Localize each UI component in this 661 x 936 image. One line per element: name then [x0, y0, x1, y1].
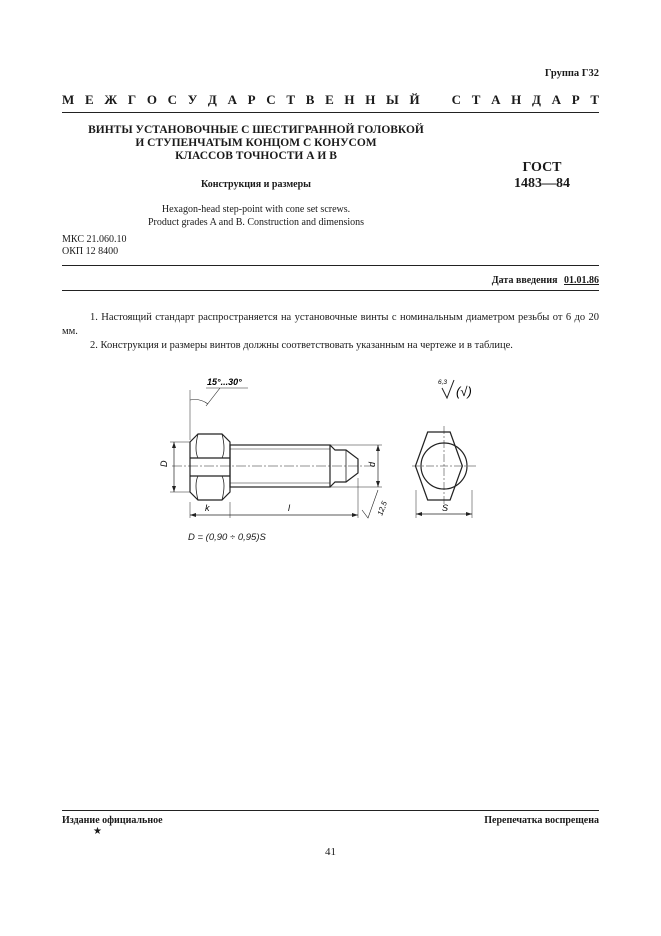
- star-mark: ★: [93, 826, 102, 837]
- gost-label: ГОСТ: [522, 160, 562, 175]
- footer-rule: [62, 810, 599, 811]
- roughness-local-label: 12,5: [375, 499, 389, 517]
- dim-S-label: S: [442, 503, 449, 513]
- standard-banner: [62, 92, 599, 108]
- english-title: [70, 204, 442, 229]
- codes-rule: [62, 265, 599, 266]
- dim-k-label: k: [205, 503, 210, 513]
- dim-l-label: l: [288, 503, 290, 513]
- date-rule: [62, 290, 599, 291]
- page-number: 41: [325, 846, 336, 858]
- edition-note: Издание официальное: [62, 815, 163, 826]
- intro-date-value: 01.01.86: [564, 275, 599, 286]
- gost-number: 1483—84: [514, 176, 570, 191]
- intro-date-label: Дата введения: [491, 275, 558, 286]
- dim-D-label: D: [159, 460, 169, 467]
- standard-banner-text: М Е Ж Г О С У Д А Р С Т В Е Н Н Ы Й С Т А Н Д А Р Т: [62, 92, 599, 107]
- reprint-note: Перепечатка воспрещена: [484, 815, 599, 826]
- document-title: [70, 124, 442, 163]
- paragraph-1: 1. Настоящий стандарт распространяется на установочные винты с номинальным диаметром резьбы от 6 до 20 мм.: [62, 312, 599, 337]
- title-line-1: ВИНТЫ УСТАНОВОЧНЫЕ С ШЕСТИГРАННОЙ ГОЛОВКОЙ: [88, 124, 424, 136]
- roughness-bracket-label: (√): [456, 384, 472, 399]
- formula: D = (0,90 ÷ 0,95)S: [188, 532, 266, 543]
- intro-date: [492, 275, 599, 286]
- english-title-line-1: Hexagon-head step-point with cone set screws.: [161, 204, 351, 215]
- header-rule: [62, 112, 599, 113]
- roughness-general-label: 6,3: [438, 379, 448, 386]
- group-code: Группа Г32: [544, 68, 599, 79]
- gost-designation: [504, 160, 580, 192]
- mks-code: МКС 21.060.10: [62, 234, 127, 245]
- paragraph-2: 2. Конструкция и размеры винтов должны соответствовать указанным на чертеже и в таблице.: [90, 340, 513, 351]
- classification-codes: [62, 234, 126, 258]
- dim-d-label: d: [367, 461, 377, 467]
- angle-label: 15°...30°: [207, 377, 242, 387]
- screw-drawing: [150, 370, 510, 530]
- title-line-3: КЛАССОВ ТОЧНОСТИ А И В: [175, 150, 337, 162]
- okp-code: ОКП 12 8400: [62, 246, 119, 257]
- title-line-2: И СТУПЕНЧАТЫМ КОНЦОМ С КОНУСОМ: [135, 137, 377, 149]
- document-subtitle: Конструкция и размеры: [201, 179, 311, 190]
- english-title-line-2: Product grades A and B. Construction and dimensions: [147, 216, 365, 228]
